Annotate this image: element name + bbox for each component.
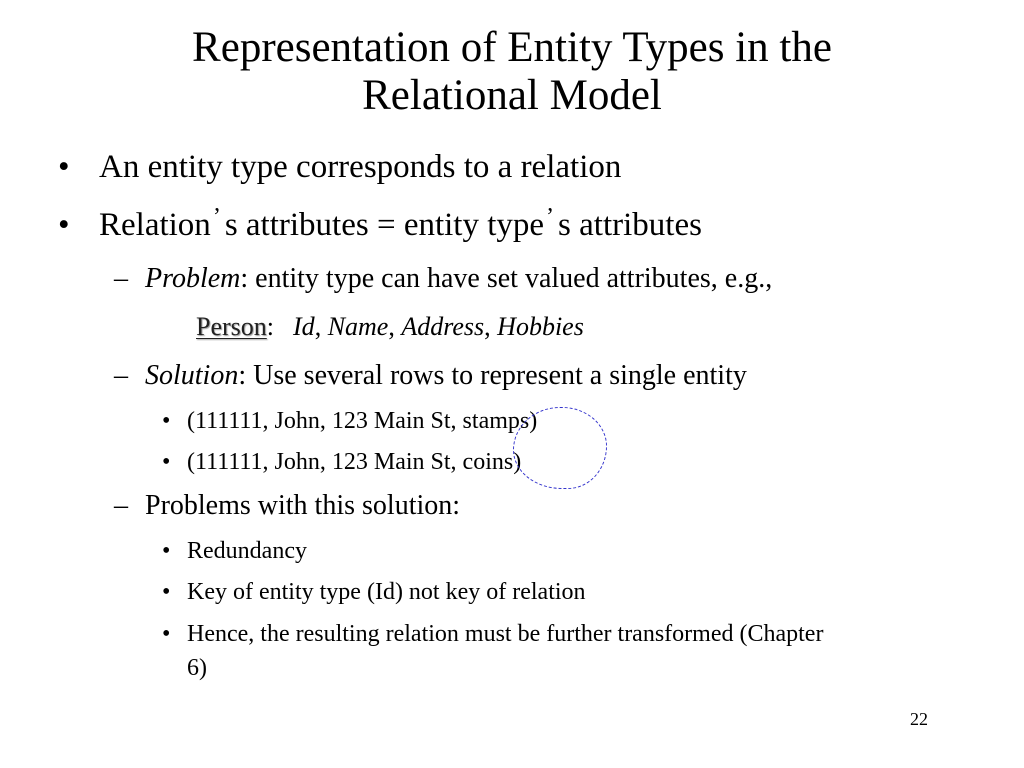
bullet-text-part-2: s attributes = entity type (224, 207, 545, 243)
apostrophe-mark: ’ (546, 204, 555, 231)
solution-label: Solution (145, 360, 239, 391)
attribute-separator: , (388, 312, 402, 341)
attribute-hobbies: Hobbies (497, 312, 584, 341)
dash-marker: – (114, 490, 128, 521)
attribute-separator: , (484, 312, 498, 341)
problem-item-text: Redundancy (187, 538, 307, 564)
bullet-marker: • (162, 408, 171, 434)
person-schema (196, 312, 584, 342)
problem-text: : entity type can have set valued attributes, e.g., (240, 263, 773, 294)
solution-text: : Use several rows to represent a single entity (238, 360, 747, 391)
bullet-marker: • (58, 149, 70, 185)
bullet-marker: • (162, 579, 171, 605)
bullet-text (99, 206, 702, 244)
slide-title (0, 24, 1024, 120)
slide-title-line-2: Relational Model (362, 72, 662, 119)
attribute-id: Id (293, 312, 315, 341)
attribute-name: Name (327, 312, 389, 341)
dash-marker: – (114, 263, 128, 294)
bullet-marker: • (162, 449, 171, 475)
problem-label: Problem (145, 263, 241, 294)
page-number: 22 (910, 709, 928, 729)
dash-marker: – (114, 360, 128, 391)
sub-bullet-text (145, 360, 747, 392)
attribute-separator: , (314, 312, 328, 341)
person-entity-name: Person (196, 312, 267, 341)
problem-item-text-continued: 6) (187, 655, 207, 681)
bullet-marker: • (58, 207, 70, 243)
bullet-text-part-1: Relation (99, 207, 211, 243)
hobbies-highlight-oval (513, 407, 607, 489)
person-colon: : (266, 312, 275, 341)
bullet-marker: • (162, 538, 171, 564)
problem-item-text: Key of entity type (Id) not key of relation (187, 579, 586, 605)
bullet-text: An entity type corresponds to a relation (99, 149, 622, 185)
slide-title-line-1: Representation of Entity Types in the (192, 24, 832, 71)
problem-item-text: Hence, the resulting relation must be further transformed (Chapter (187, 621, 824, 647)
tuple-text: (111111, John, 123 Main St, coins) (187, 449, 522, 475)
bullet-text-part-3: s attributes (558, 207, 702, 243)
sub-bullet-text (145, 263, 772, 295)
apostrophe-mark: ’ (212, 204, 221, 231)
bullet-marker: • (162, 621, 171, 647)
sub-bullet-text: Problems with this solution: (145, 490, 461, 521)
attribute-address: Address (401, 312, 485, 341)
tuple-text: (111111, John, 123 Main St, stamps) (187, 408, 538, 434)
